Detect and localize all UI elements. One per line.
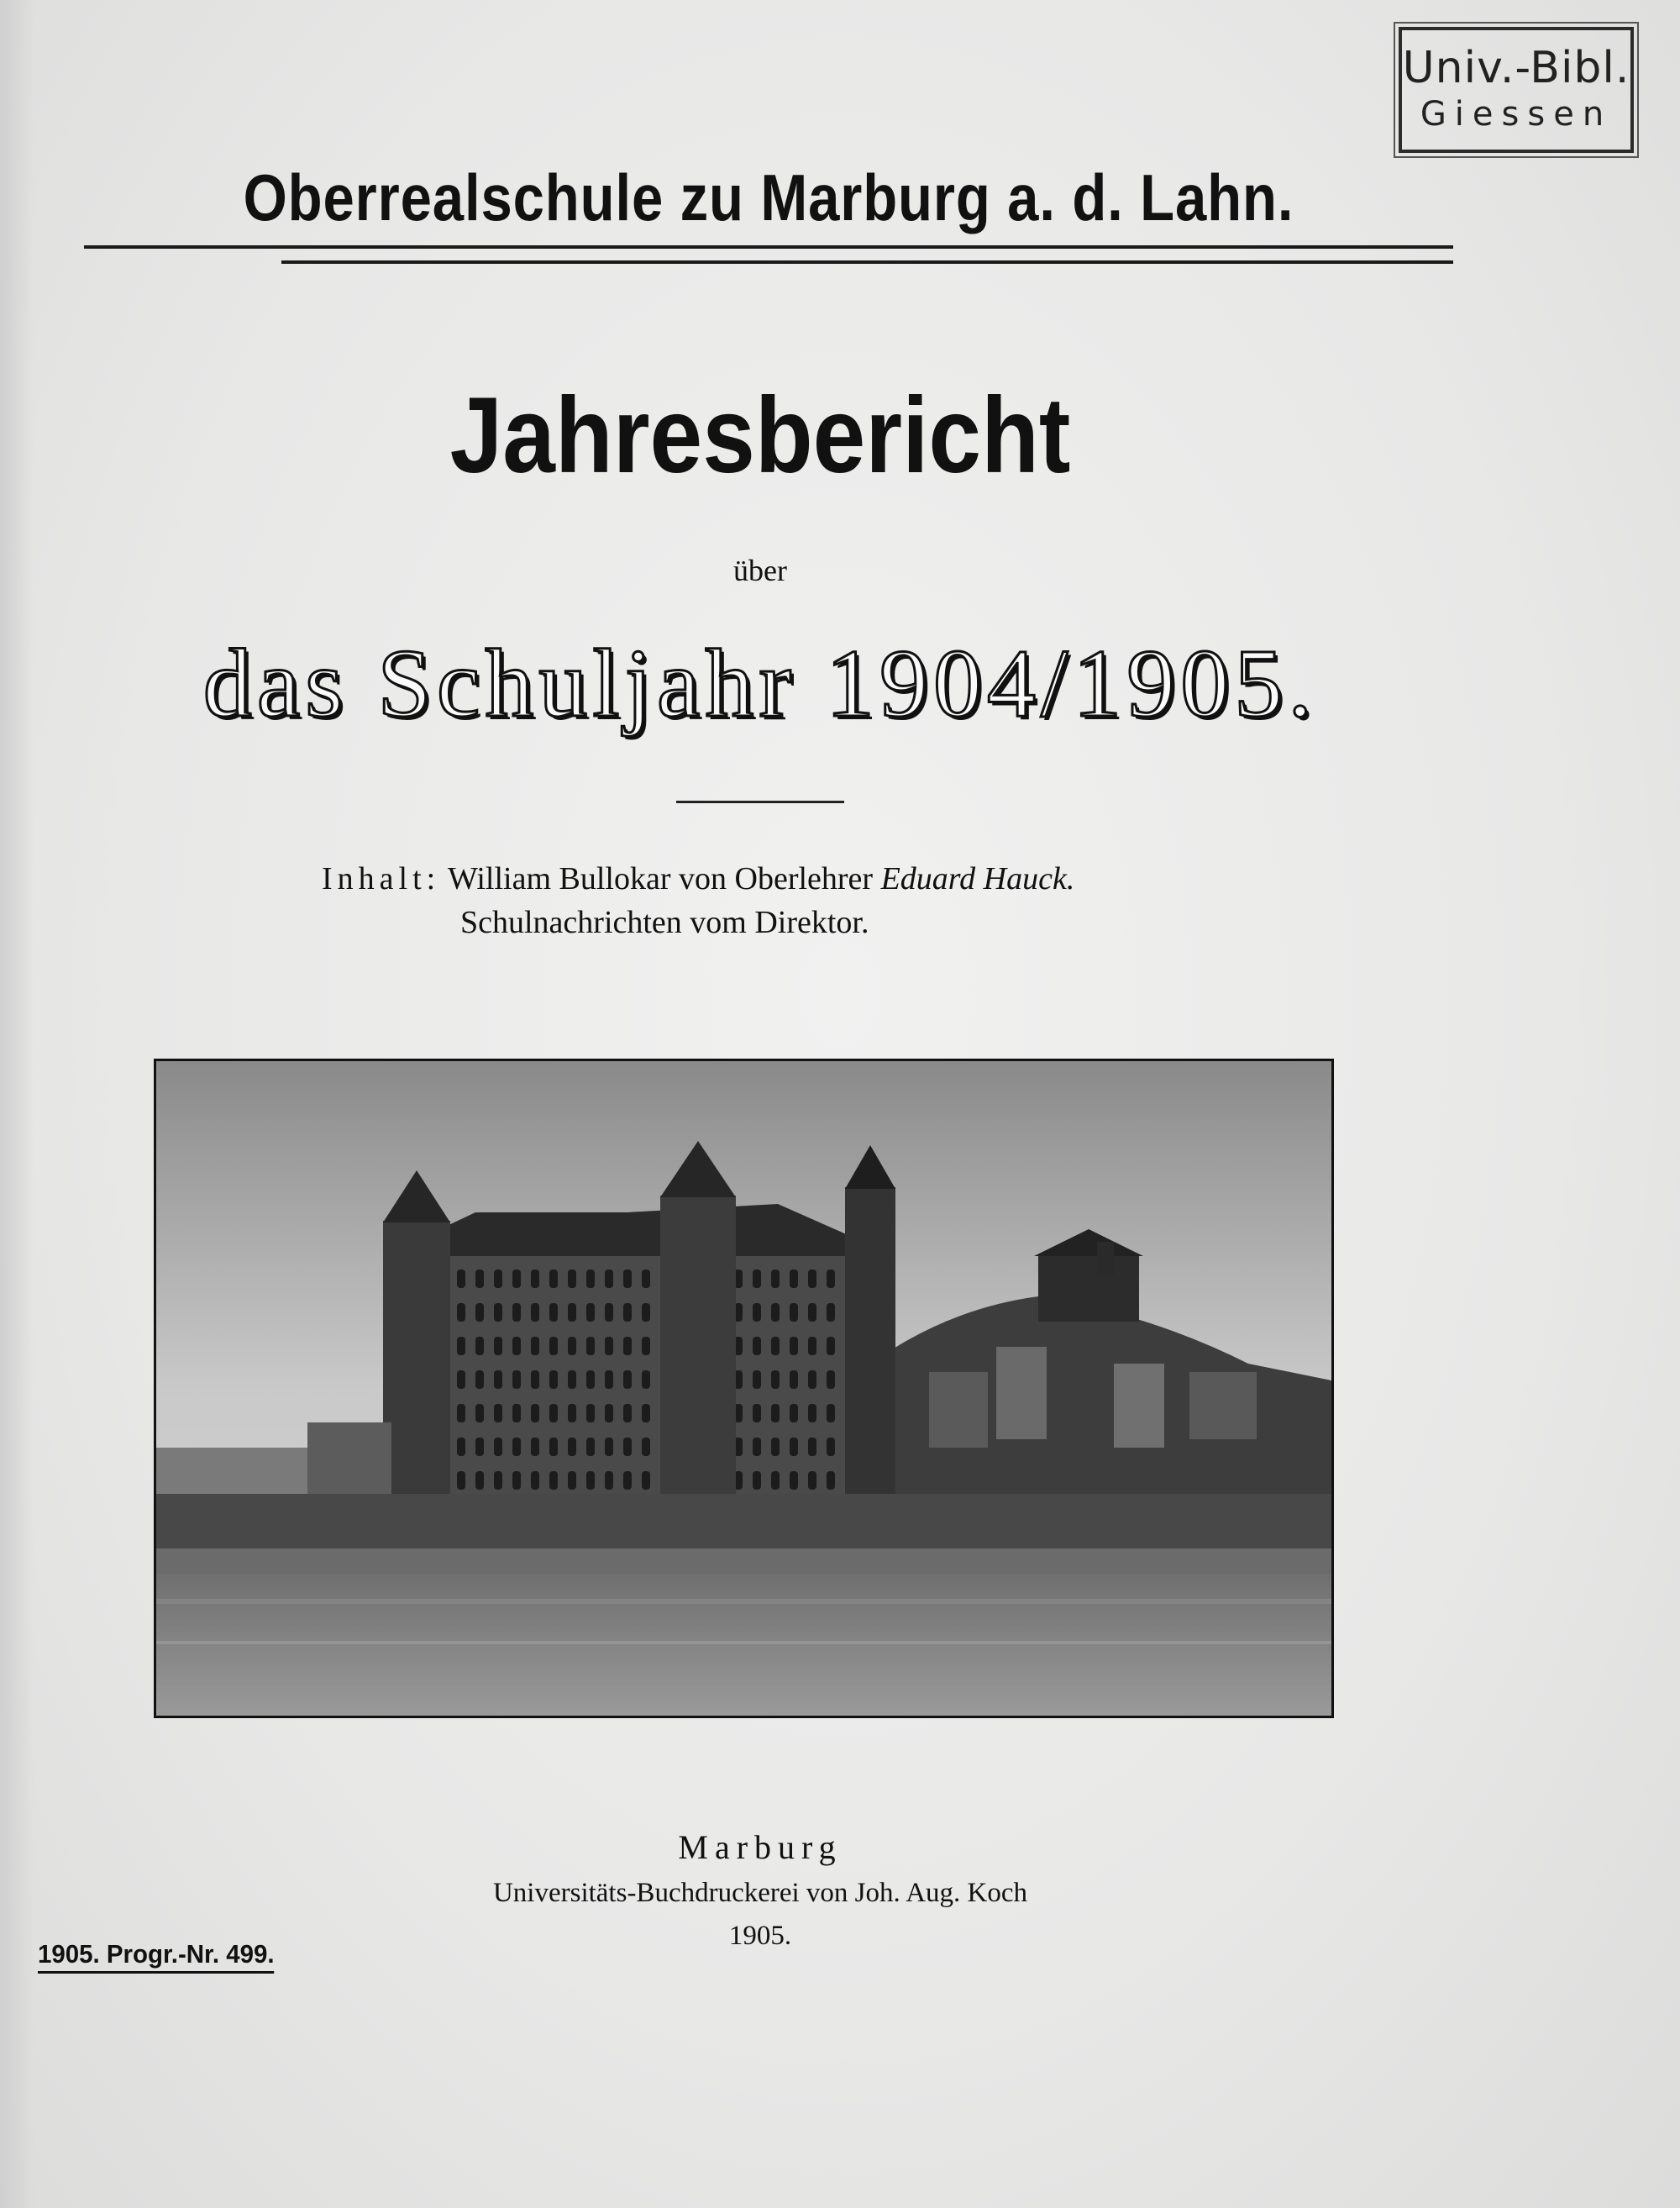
castle <box>1038 1254 1139 1322</box>
contents-line-1 <box>322 857 1074 901</box>
imprint-block <box>0 1823 1520 1958</box>
imprint-year: 1905. <box>728 1921 792 1951</box>
report-title: Jahresbericht <box>449 376 1071 496</box>
imprint-printer: Universitäts-Buchdruckerei von Joh. Aug. Koch <box>492 1878 1028 1908</box>
contents-label: Inhalt: <box>322 861 441 896</box>
contents-item-1-author: Eduard Hauck. <box>880 861 1075 896</box>
school-year-title: das Schuljahr 1904/1905. <box>202 630 1318 738</box>
title-connector: über <box>733 554 787 587</box>
heading-rule-top <box>84 245 1453 249</box>
school-building-photo <box>154 1059 1334 1718</box>
photo-illustration <box>156 1061 1331 1716</box>
school-heading: Oberrealschule zu Marburg a. d. Lahn. <box>243 160 1294 234</box>
contents-item-1: William Bullokar von Oberlehrer <box>448 861 874 896</box>
program-number: 1905. Progr.-Nr. 499. <box>38 1939 275 1974</box>
stamp-line-2: Giessen <box>1420 95 1613 134</box>
imprint-city: Marburg <box>678 1828 843 1866</box>
library-stamp <box>1399 27 1634 153</box>
contents-item-2: Schulnachrichten vom Direktor. <box>460 905 869 940</box>
heading-rule-bottom <box>281 260 1453 264</box>
river <box>156 1574 1331 1716</box>
divider-rule <box>676 801 844 803</box>
school-building <box>391 1254 895 1498</box>
contents-block <box>322 857 1074 944</box>
stamp-line-1: Univ.-Bibl. <box>1402 43 1630 93</box>
embankment <box>156 1494 1331 1553</box>
